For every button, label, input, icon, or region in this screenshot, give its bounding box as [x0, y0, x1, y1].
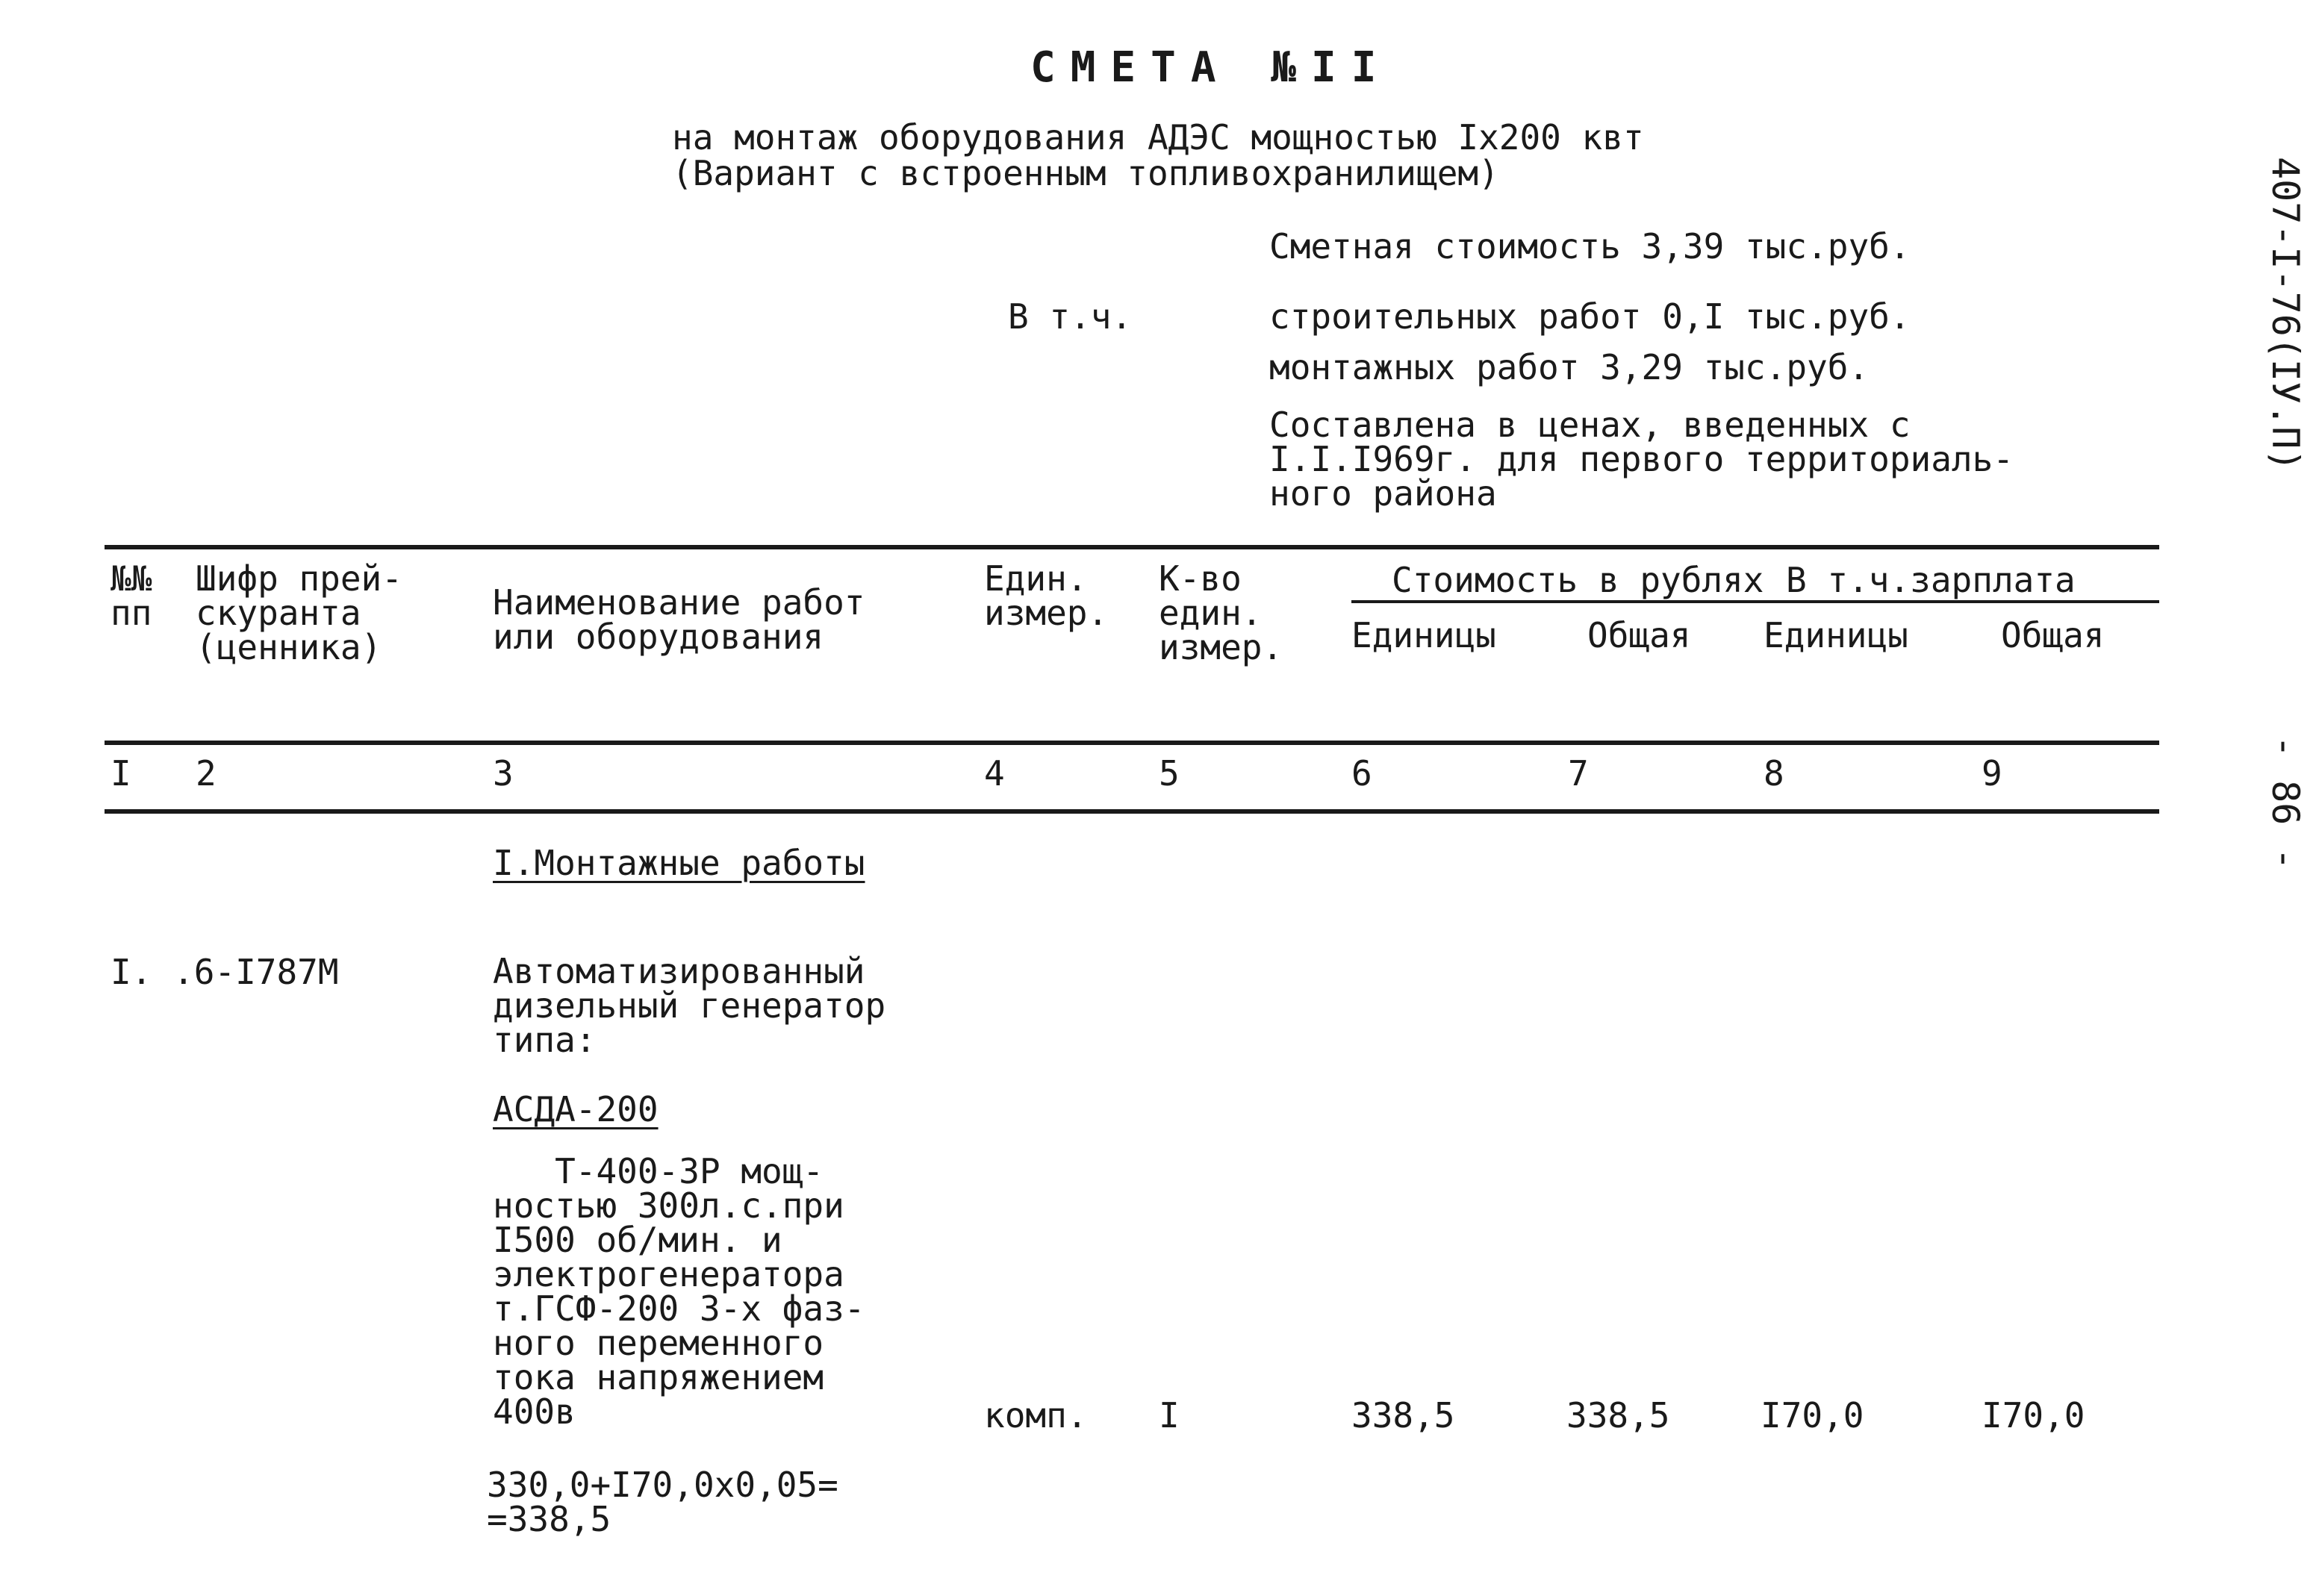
estimated-cost-total: Сметная стоимость 3,39 тыс.руб.: [1269, 226, 1911, 266]
column-number: I: [110, 753, 131, 794]
row-price-code: .6-I787М: [173, 952, 339, 992]
header-group-underline: [1351, 600, 2159, 603]
numbers-bottom-rule: [105, 809, 2159, 814]
document-code: 407-I-76(IУ.П): [2264, 157, 2307, 472]
column-number: 4: [984, 753, 1005, 794]
column-number: 6: [1351, 753, 1372, 794]
header-col-quantity: К-во един. измер.: [1159, 558, 1283, 667]
column-number: 3: [493, 753, 514, 794]
header-group-salary: В т.ч.зарплата: [1786, 560, 2076, 600]
construction-cost: строительных работ 0,I тыс.руб.: [1269, 296, 1911, 337]
row-model: АСДА-200: [493, 1089, 659, 1129]
row-salary-unit: I70,0: [1761, 1395, 1864, 1436]
column-number: 8: [1764, 753, 1784, 794]
document-subtitle-variant: (Вариант с встроенным топливохранилищем): [672, 153, 1499, 193]
column-number: 7: [1568, 753, 1589, 794]
header-group-cost: Стоимость в рублях: [1392, 560, 1764, 600]
including-label: В т.ч.: [1008, 296, 1133, 337]
header-col-cost-total: Общая: [1587, 615, 1691, 655]
document-title: СМЕТА №II: [1030, 43, 1392, 92]
header-bottom-rule: [105, 741, 2159, 745]
row-unit: комп.: [984, 1395, 1088, 1436]
column-number: 9: [1982, 753, 2002, 794]
row-number: I.: [110, 952, 152, 992]
price-basis-note: Составлена в ценах, введенных с I.I.I969г. для первого территориаль- ного района: [1269, 405, 2014, 514]
row-quantity: I: [1159, 1395, 1180, 1436]
row-cost-total: 338,5: [1566, 1395, 1670, 1436]
column-number: 5: [1159, 753, 1180, 794]
row-salary-total: I70,0: [1982, 1395, 2085, 1436]
row-cost-unit: 338,5: [1351, 1395, 1455, 1436]
row-description: Т-400-3Р мощ- ностью 300л.с.при I500 об/мин. и электрогенератора т.ГСФ-200 3-х фаз- ного переменного тока напряжением 400в: [493, 1151, 865, 1432]
header-col-salary-unit: Единицы: [1764, 615, 1908, 655]
row-calculation: 330,0+I70,0х0,05= =338,5: [487, 1465, 838, 1539]
header-col-number: №№ пп: [110, 558, 152, 633]
header-col-unit: Един. измер.: [984, 558, 1109, 633]
header-col-salary-total: Общая: [2001, 615, 2105, 655]
header-col-name: Наименование работ или оборудования: [493, 582, 865, 657]
document-subtitle: на монтаж оборудования АДЭС мощностью Iх200 квт: [672, 117, 1644, 158]
header-col-price-code: Шифр прей- скуранта (ценника): [196, 558, 402, 667]
table-top-rule: [105, 545, 2159, 549]
row-name-intro: Автоматизированный дизельный генератор типа:: [493, 951, 886, 1060]
section-title: I.Монтажные работы: [493, 843, 865, 883]
column-number: 2: [196, 753, 217, 794]
page-number: - 86 -: [2264, 735, 2307, 870]
header-col-cost-unit: Единицы: [1351, 615, 1496, 655]
montage-cost: монтажных работ 3,29 тыс.руб.: [1269, 347, 1870, 387]
